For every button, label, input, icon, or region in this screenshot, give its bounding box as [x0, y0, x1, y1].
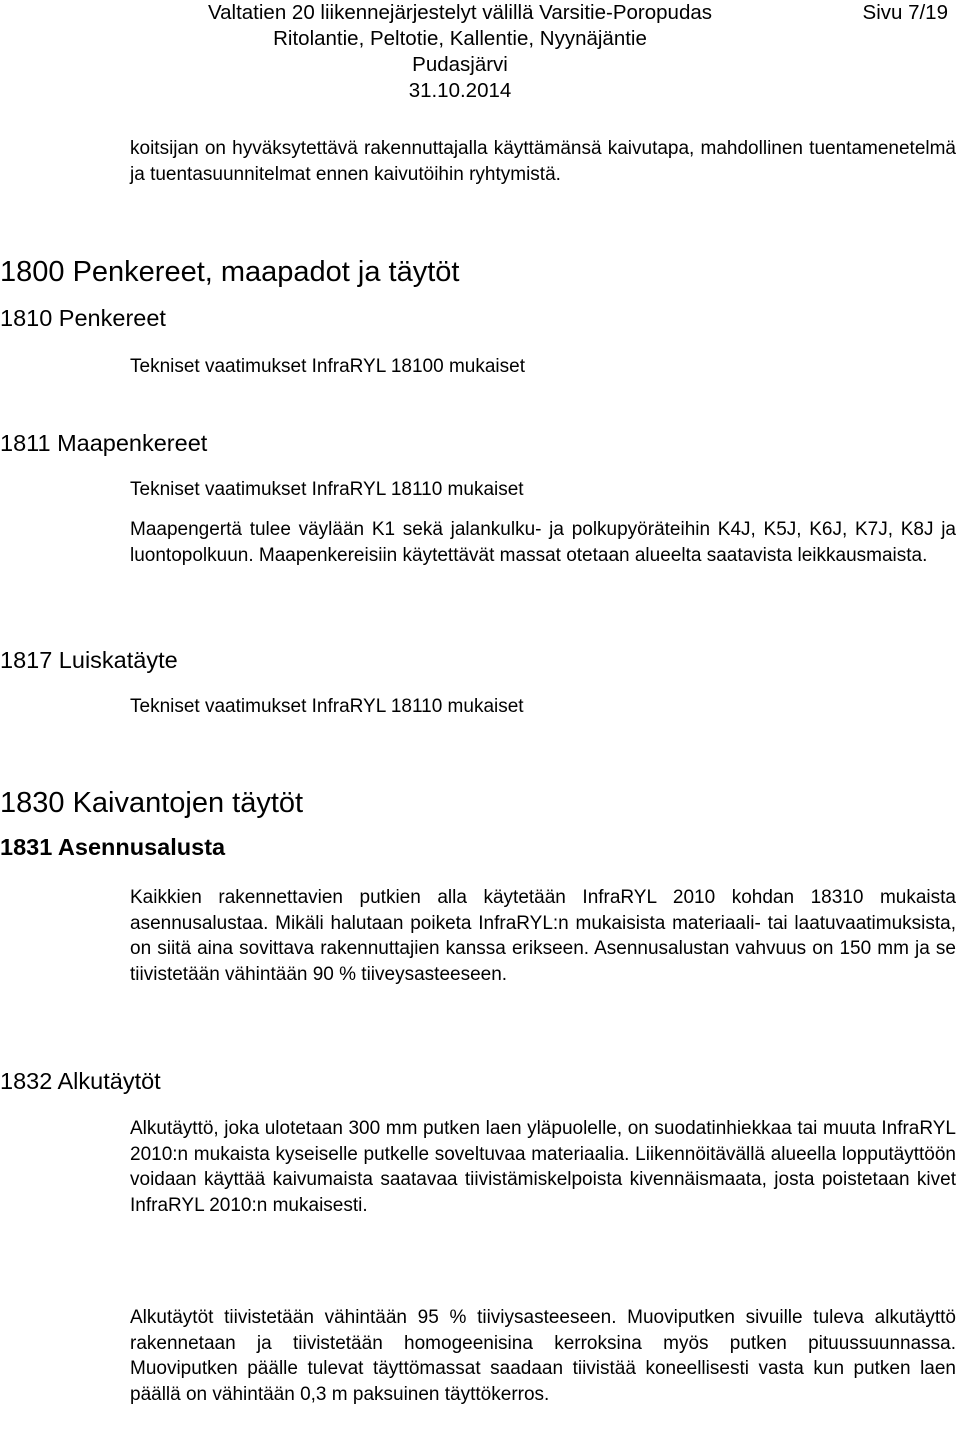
header-location: Pudasjärvi [412, 53, 508, 76]
header-streets: Ritolantie, Peltotie, Kallentie, Nyynäjäntie [273, 27, 647, 50]
heading-1831: 1831 Asennusalusta [0, 834, 226, 860]
text-1832-b: Alkutäytöt tiivistetään vähintään 95 % tiiviysasteeseen. Muoviputken sivuille tuleva alkutäyttö rakennetaan ja tiivistetään homogeenisina kerroksina myös putken pituussuunnassa. Muoviputken päälle tulevat täyttömassat saadaan tiivistää koneellisesti vasta kun putken laen päällä on vähintään 0,3 m paksuinen täyttökerros. [130, 1307, 956, 1405]
heading-1817: 1817 Luiskatäyte [0, 647, 178, 673]
req-1811: Tekniset vaatimukset InfraRYL 18110 mukaiset [130, 479, 524, 500]
header-title: Valtatien 20 liikennejärjestelyt välillä Varsitie-Poropudas [207, 1, 713, 24]
heading-1810: 1810 Penkereet [0, 305, 166, 331]
page-number: Sivu 7/19 [862, 1, 948, 24]
text-1832-a: Alkutäyttö, joka ulotetaan 300 mm putken laen yläpuolelle, on suodatinhiekkaa tai muuta InfraRYL 2010:n mukaista kyseiselle putkelle soveltuvaa materiaalia. Liikennöitävällä alueella lopputäyttöön voidaan käyttää kaivumaista saatavaa tiivistämiskelpoista kivennäismaata, josta poistetaan kivet InfraRYL 2010:n mukaisesti. [130, 1118, 956, 1216]
text-1831: Kaikkien rakennettavien putkien alla käytetään InfraRYL 2010 kohdan 18310 mukaista asennusalustaa. Mikäli halutaan poiketa InfraRYL:n mukaisista materiaali- tai laatuvaatimuksista, on siitä aina sovittava rakennuttajien kanssa erikseen. Asennusalustan vahvuus on 150 mm ja se tiivistetään vähintään 90 % tiiveysasteeseen. [130, 887, 956, 985]
req-1817: Tekniset vaatimukset InfraRYL 18110 mukaiset [130, 696, 524, 717]
intro-paragraph: koitsijan on hyväksytettävä rakennuttajalla käyttämänsä kaivutapa, mahdollinen tuentamenetelmä ja tuentasuunnitelmat ennen kaivutöihin ryhtymistä. [130, 138, 956, 185]
header-date: 31.10.2014 [408, 79, 512, 102]
heading-1830: 1830 Kaivantojen täytöt [0, 787, 304, 819]
page-header [0, 0, 960, 104]
text-1811: Maapengertä tulee väylään K1 sekä jalankulku- ja polkupyöräteihin K4J, K5J, K6J, K7J, K8J ja luontopolkuun. Maapenkereisiin käytettävät massat otetaan alueelta saatavista leikkausmaista. [130, 519, 956, 566]
heading-1832: 1832 Alkutäytöt [0, 1068, 161, 1094]
heading-1811: 1811 Maapenkereet [0, 430, 208, 456]
heading-1800: 1800 Penkereet, maapadot ja täytöt [0, 256, 460, 288]
req-1810: Tekniset vaatimukset InfraRYL 18100 mukaiset [130, 356, 525, 377]
